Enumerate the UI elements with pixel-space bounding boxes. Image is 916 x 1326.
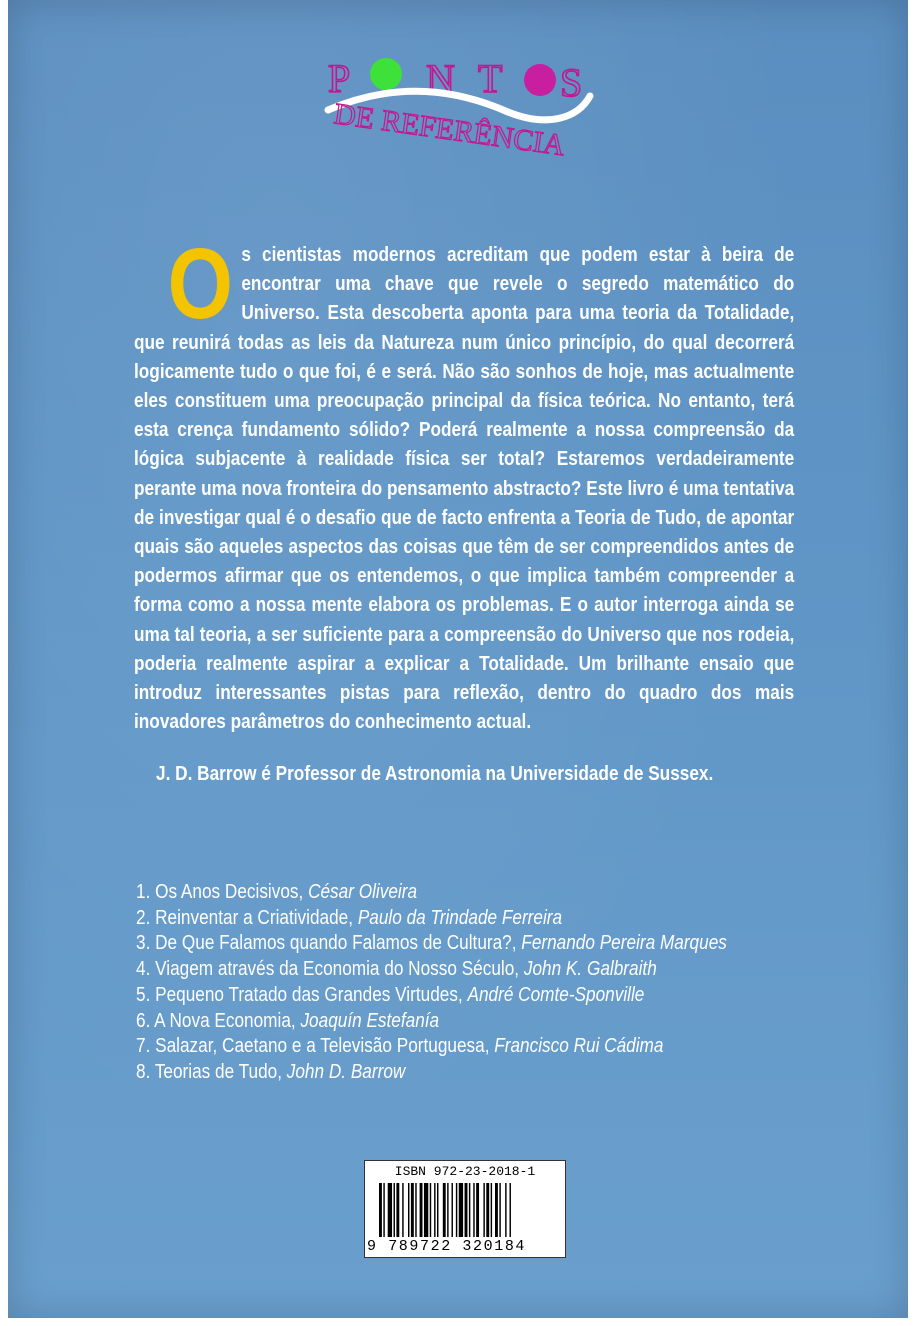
logo-letter-n: N [426, 56, 455, 101]
barcode-bars [379, 1183, 551, 1237]
logo-green-dot [370, 58, 402, 90]
barcode-bar [408, 1183, 409, 1237]
list-item: 4. Viagem através da Economia do Nosso Século, John K. Galbraith [136, 958, 657, 981]
barcode-bar [495, 1183, 498, 1237]
barcode-bar [473, 1183, 474, 1237]
barcode-bar [505, 1183, 506, 1237]
barcode-bar [459, 1183, 463, 1237]
barcode-bar [430, 1183, 431, 1237]
barcode-bar [396, 1183, 399, 1237]
barcode-bar [394, 1183, 395, 1237]
barcode-bar [499, 1183, 500, 1237]
blurb-text: s cientistas modernos acreditam que podem estar à beira de encontrar uma chave que revele o segredo matemático do Universo. Esta descoberta aponta para uma teoria da Totalidade, que reunirá todas as leis da Natureza num único princípio, do qual decorrerá logicamente tudo o que foi, é e será. Não são sonhos de hoje, mas actualmente eles constituem uma preocupação principal da física teórica. No entanto, terá esta crença fundamento sólido? Poderá realmente a nossa compreensão da lógica subjacente à realidade física ser total? Estaremos verdadeiramente perante uma nova fronteira do pensamento abstracto? Este livro é uma tentativa de investigar qual é o desafio que de facto enfrenta a Teoria de Tudo, de apontar quais são aqueles aspectos das coisas que têm de ser compreendidos antes de podermos afirmar que os entendemos, o que implica também compreender a forma como a nossa mente elabora os problemas. E o autor interroga ainda se uma tal teoria, a ser suficiente para a compreensão do Universo que nos rodeia, poderia realmente aspirar a explicar a Totalidade. Um brilhante ensaio que introduz interessantes pistas para reflexão, dentro do quadro dos mais inovadores parâmetros do conhecimento actual. [134, 243, 795, 734]
isbn-label: ISBN 972-23-2018-1 [394, 1164, 536, 1179]
logo-bottom-words: DE REFERÊNCIA [332, 97, 567, 163]
list-item: 1. Os Anos Decisivos, César Oliveira [136, 881, 418, 903]
logo-letter-s: S [560, 60, 583, 105]
author-note: J. D. Barrow é Professor de Astronomia na Universidade de Sussex. [156, 762, 714, 785]
barcode-bar [483, 1183, 484, 1237]
barcode-bar [415, 1183, 416, 1237]
barcode-bar [486, 1183, 489, 1237]
barcode-bar [420, 1183, 423, 1237]
barcode-bar [452, 1183, 453, 1237]
barcode-bar [443, 1183, 446, 1237]
barcode-bar [434, 1183, 435, 1237]
barcode-bar [402, 1183, 403, 1237]
barcode-bar [510, 1183, 511, 1237]
list-item: 2. Reinventar a Criatividade, Paulo da Trindade Ferreira [136, 906, 563, 929]
barcode-bar [424, 1183, 428, 1237]
barcode-bar [456, 1183, 457, 1237]
list-item: 8. Teorias de Tudo, John D. Barrow [136, 1060, 406, 1083]
list-item: 3. De Que Falamos quando Falamos de Cultura?, Fernando Pereira Marques [136, 932, 727, 955]
barcode-bar [383, 1183, 384, 1237]
blurb-paragraph [134, 228, 795, 736]
list-item: 5. Pequeno Tratado das Grandes Virtudes, André Comte-Sponville [136, 983, 645, 1006]
book-back-cover [8, 0, 908, 1318]
barcode-bar [491, 1183, 492, 1237]
list-item: 6. A Nova Economia, Joaquín Estefanía [136, 1009, 440, 1032]
barcode-bar [469, 1183, 470, 1237]
barcode-bar [465, 1183, 468, 1237]
isbn-barcode [364, 1160, 566, 1258]
logo-letter-t: T [478, 56, 503, 101]
barcode-bar [437, 1183, 438, 1237]
drop-cap: O [167, 228, 233, 340]
ean-number: 9 789722 320184 [367, 1238, 527, 1255]
logo-letter-p: P [328, 56, 351, 101]
series-list [136, 880, 727, 1086]
barcode-bar [447, 1183, 448, 1237]
pontos-de-referencia-logo [308, 40, 628, 170]
barcode-bar [379, 1183, 382, 1237]
list-item: 7. Salazar, Caetano e a Televisão Portuguesa, Francisco Rui Cádima [136, 1035, 664, 1058]
barcode-bar [476, 1183, 479, 1237]
barcode-bar [411, 1183, 414, 1237]
barcode-bar [388, 1183, 392, 1237]
logo-magenta-dot [524, 64, 556, 96]
